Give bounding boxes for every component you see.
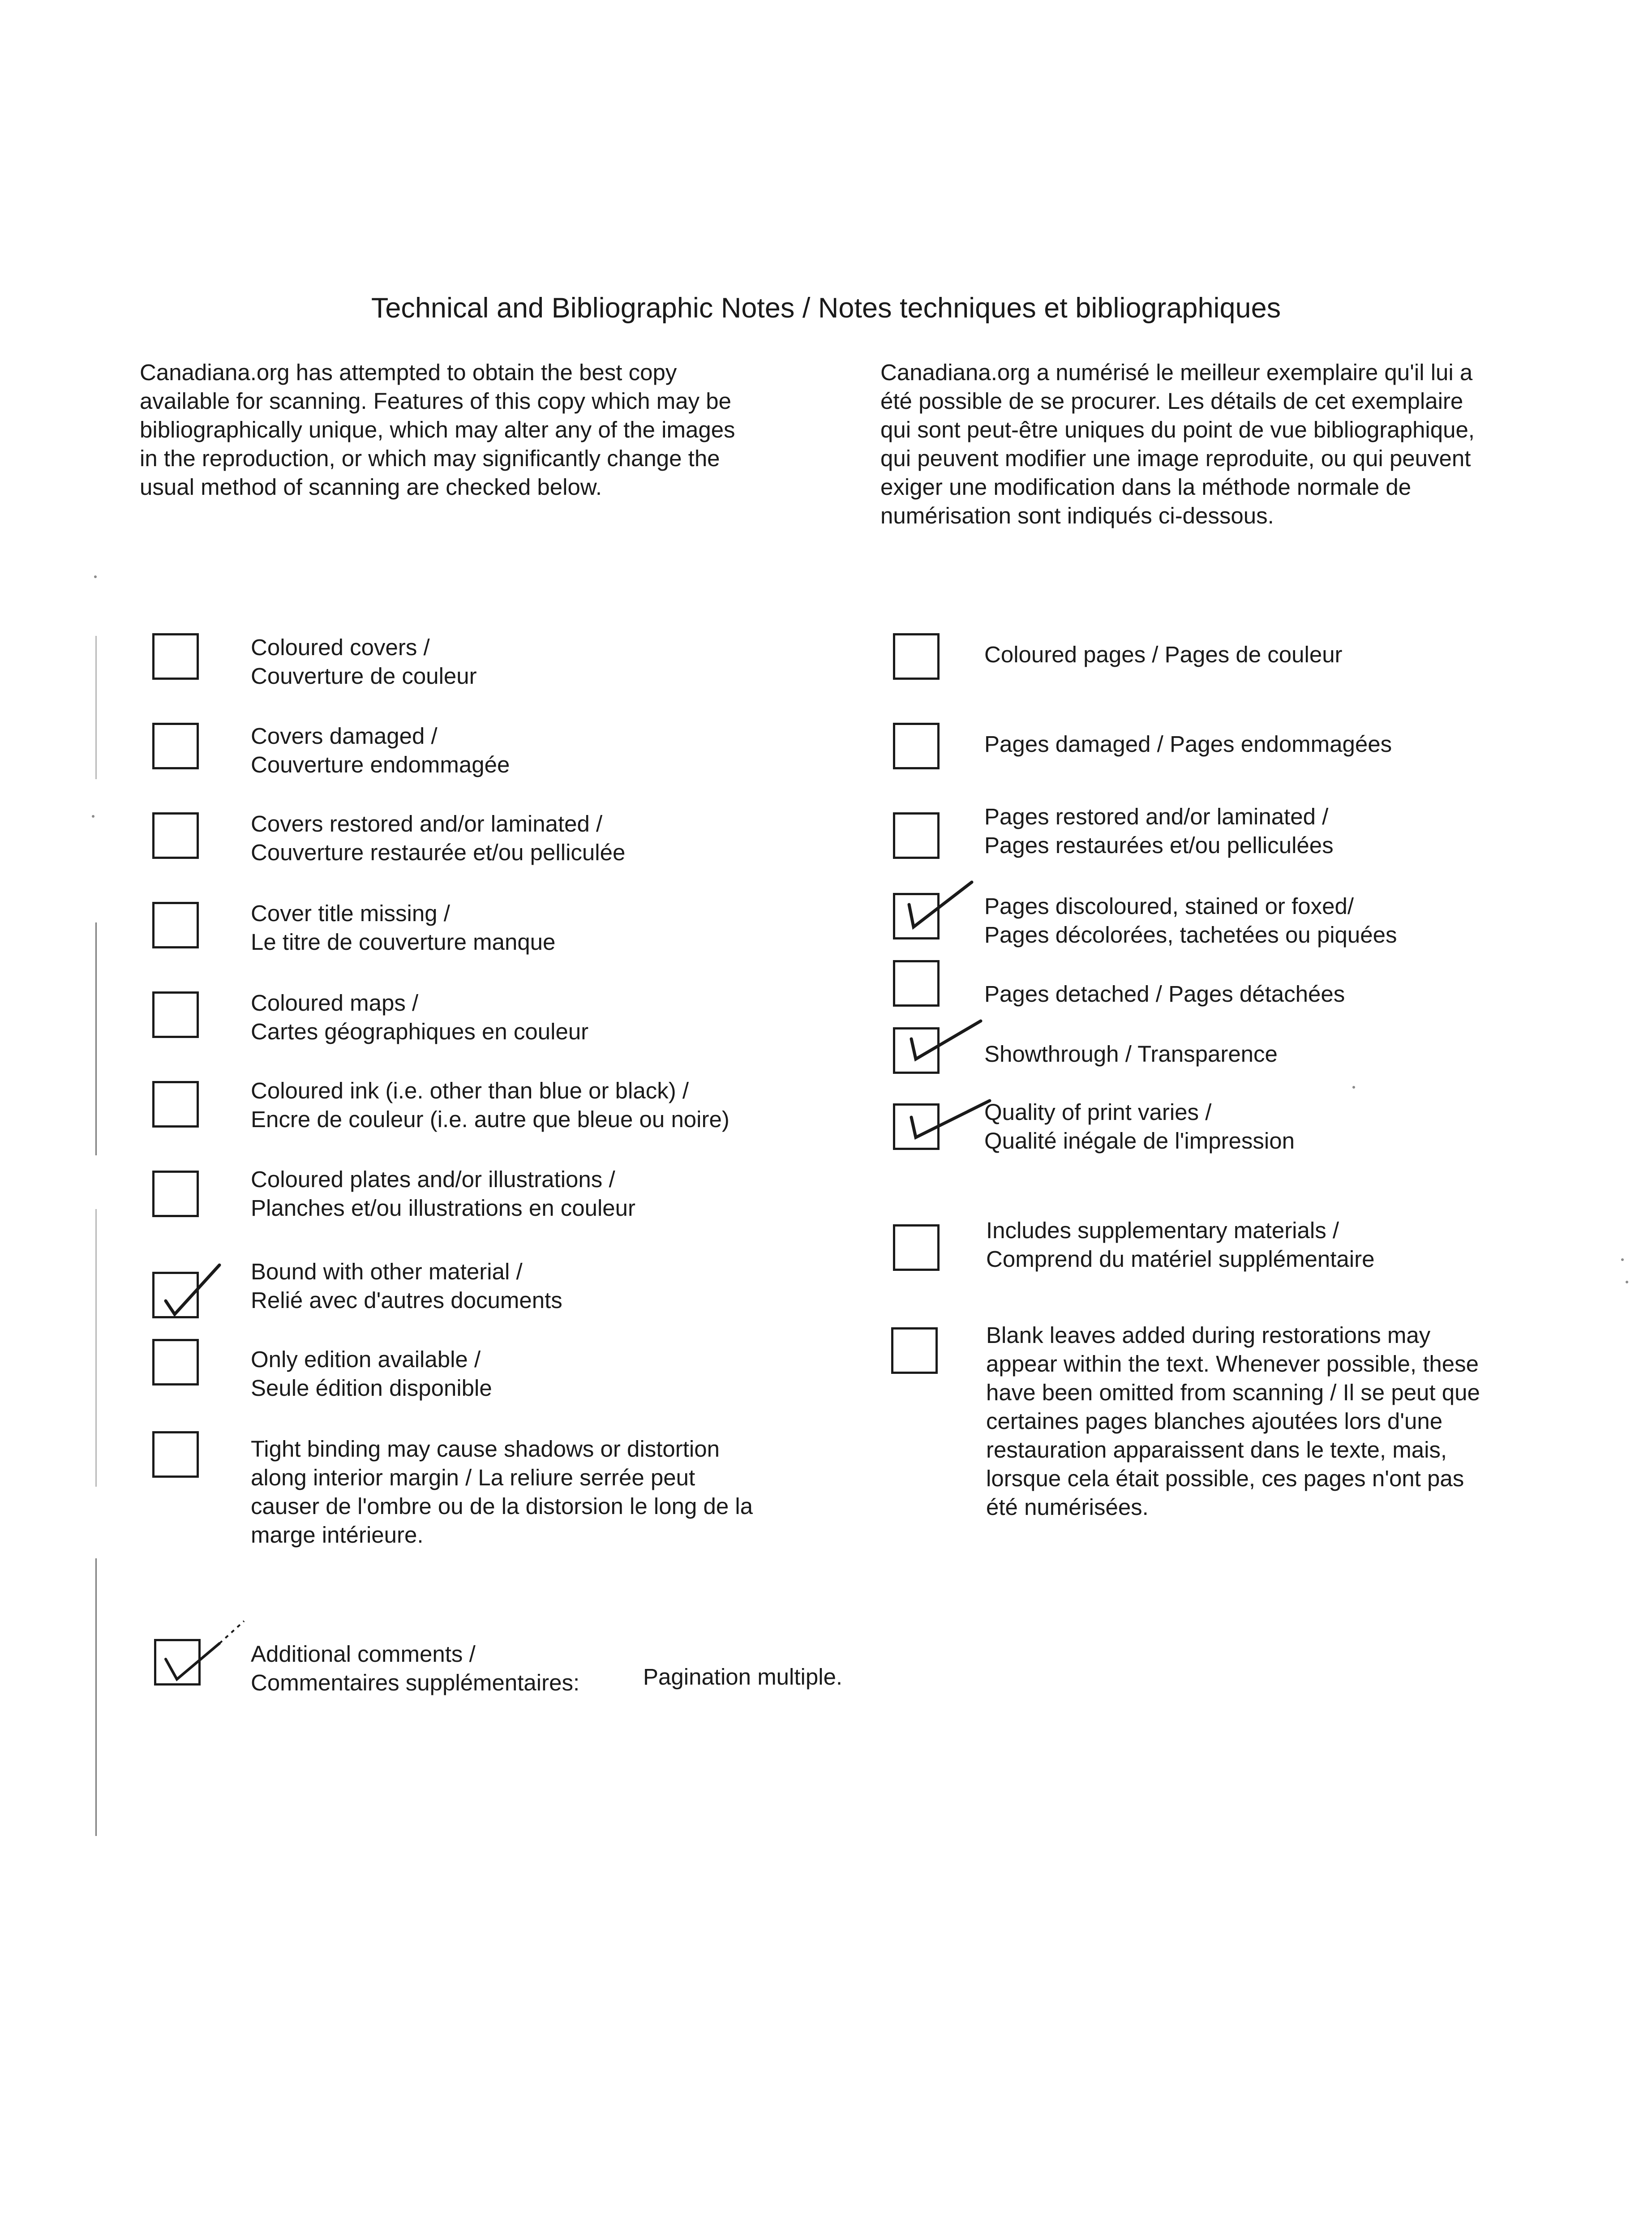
checkbox-pages-detached[interactable] (893, 960, 940, 1007)
checkbox-bound-with-other-material[interactable] (152, 1272, 199, 1318)
margin-artifact (95, 1558, 97, 1836)
margin-speck (1621, 1258, 1624, 1261)
label-bound-with-other-material: Bound with other material / Relié avec d'autres documents (251, 1259, 562, 1313)
checkbox-showthrough[interactable] (893, 1027, 940, 1074)
checkbox-additional-comments[interactable] (154, 1639, 201, 1686)
additional-comments-value: Pagination multiple. (643, 1664, 843, 1690)
label-quality-of-print: Quality of print varies / Qualité inégale de l'impression (984, 1099, 1295, 1154)
intro-english: Canadiana.org has attempted to obtain the best copy available for scanning. Features of this copy which may be bibliographically unique, which may alter any of the images in the reproduction, or which may significantly change the usual method of scanning are checked below. (140, 360, 735, 500)
checkbox-quality-of-print[interactable] (893, 1103, 940, 1150)
label-pages-discoloured: Pages discoloured, stained or foxed/ Pages décolorées, tachetées ou piquées (984, 893, 1397, 948)
label-additional-comments: Additional comments / Commentaires supplémentaires: (251, 1641, 580, 1695)
checkbox-coloured-pages[interactable] (893, 633, 940, 680)
margin-artifact (95, 922, 97, 1155)
page-title: Technical and Bibliographic Notes / Notes techniques et bibliographiques (371, 292, 1281, 324)
checkbox-covers-restored[interactable] (152, 812, 199, 859)
checkbox-coloured-maps[interactable] (152, 991, 199, 1038)
label-coloured-maps: Coloured maps / Cartes géographiques en couleur (251, 990, 589, 1044)
margin-speck (92, 815, 94, 818)
margin-speck (94, 575, 97, 578)
checkbox-pages-discoloured[interactable] (893, 893, 940, 939)
checkbox-coloured-plates[interactable] (152, 1171, 199, 1217)
label-pages-restored: Pages restored and/or laminated / Pages restaurées et/ou pelliculées (984, 804, 1334, 858)
label-coloured-ink: Coloured ink (i.e. other than blue or black) / Encre de couleur (i.e. autre que bleue ou noire) (251, 1078, 729, 1132)
label-cover-title-missing: Cover title missing / Le titre de couverture manque (251, 901, 556, 955)
checkbox-pages-restored[interactable] (893, 812, 940, 859)
margin-speck (1626, 1281, 1628, 1283)
checkbox-only-edition[interactable] (152, 1339, 199, 1385)
label-covers-damaged: Covers damaged / Couverture endommagée (251, 723, 510, 777)
label-blank-leaves: Blank leaves added during restorations may appear within the text. Whenever possible, these have been omitted from scanning / Il se peut que certaines pages blanches ajoutées lors d'une restauration apparaissent dans le texte, mais, lorsque cela était possible, ces pages n'ont pas été numérisées. (986, 1322, 1480, 1520)
checkbox-supplementary-materials[interactable] (893, 1224, 940, 1271)
checkbox-blank-leaves[interactable] (891, 1327, 938, 1374)
label-coloured-covers: Coloured covers / Couverture de couleur (251, 635, 477, 689)
label-covers-restored: Covers restored and/or laminated / Couverture restaurée et/ou pelliculée (251, 811, 626, 865)
label-coloured-plates: Coloured plates and/or illustrations / Planches et/ou illustrations en couleur (251, 1167, 636, 1221)
label-pages-detached: Pages detached / Pages détachées (984, 981, 1345, 1007)
label-pages-damaged: Pages damaged / Pages endommagées (984, 731, 1392, 757)
intro-french: Canadiana.org a numérisé le meilleur exemplaire qu'il lui a été possible de se procurer. Les détails de cet exemplaire qui sont peut-être uniques du point de vue bibliographique, qui peuvent modifier une image reproduite, ou qui peuvent exiger une modification dans la méthode normale de numérisation sont indiqués ci-dessous. (880, 360, 1475, 528)
margin-artifact (95, 1209, 97, 1487)
margin-speck (1352, 1086, 1355, 1089)
label-showthrough: Showthrough / Transparence (984, 1041, 1278, 1067)
checkbox-pages-damaged[interactable] (893, 723, 940, 769)
label-only-edition: Only edition available / Seule édition disponible (251, 1347, 492, 1401)
checkbox-covers-damaged[interactable] (152, 723, 199, 769)
checkbox-coloured-covers[interactable] (152, 633, 199, 680)
checkbox-coloured-ink[interactable] (152, 1081, 199, 1128)
label-coloured-pages: Coloured pages / Pages de couleur (984, 642, 1343, 667)
label-supplementary-materials: Includes supplementary materials / Comprend du matériel supplémentaire (986, 1218, 1375, 1272)
margin-artifact (95, 636, 97, 779)
checkbox-cover-title-missing[interactable] (152, 902, 199, 948)
label-tight-binding: Tight binding may cause shadows or distortion along interior margin / La reliure serrée peut causer de l'ombre ou de la distorsion le long de la marge intérieure. (251, 1436, 753, 1548)
checkbox-tight-binding[interactable] (152, 1431, 199, 1478)
